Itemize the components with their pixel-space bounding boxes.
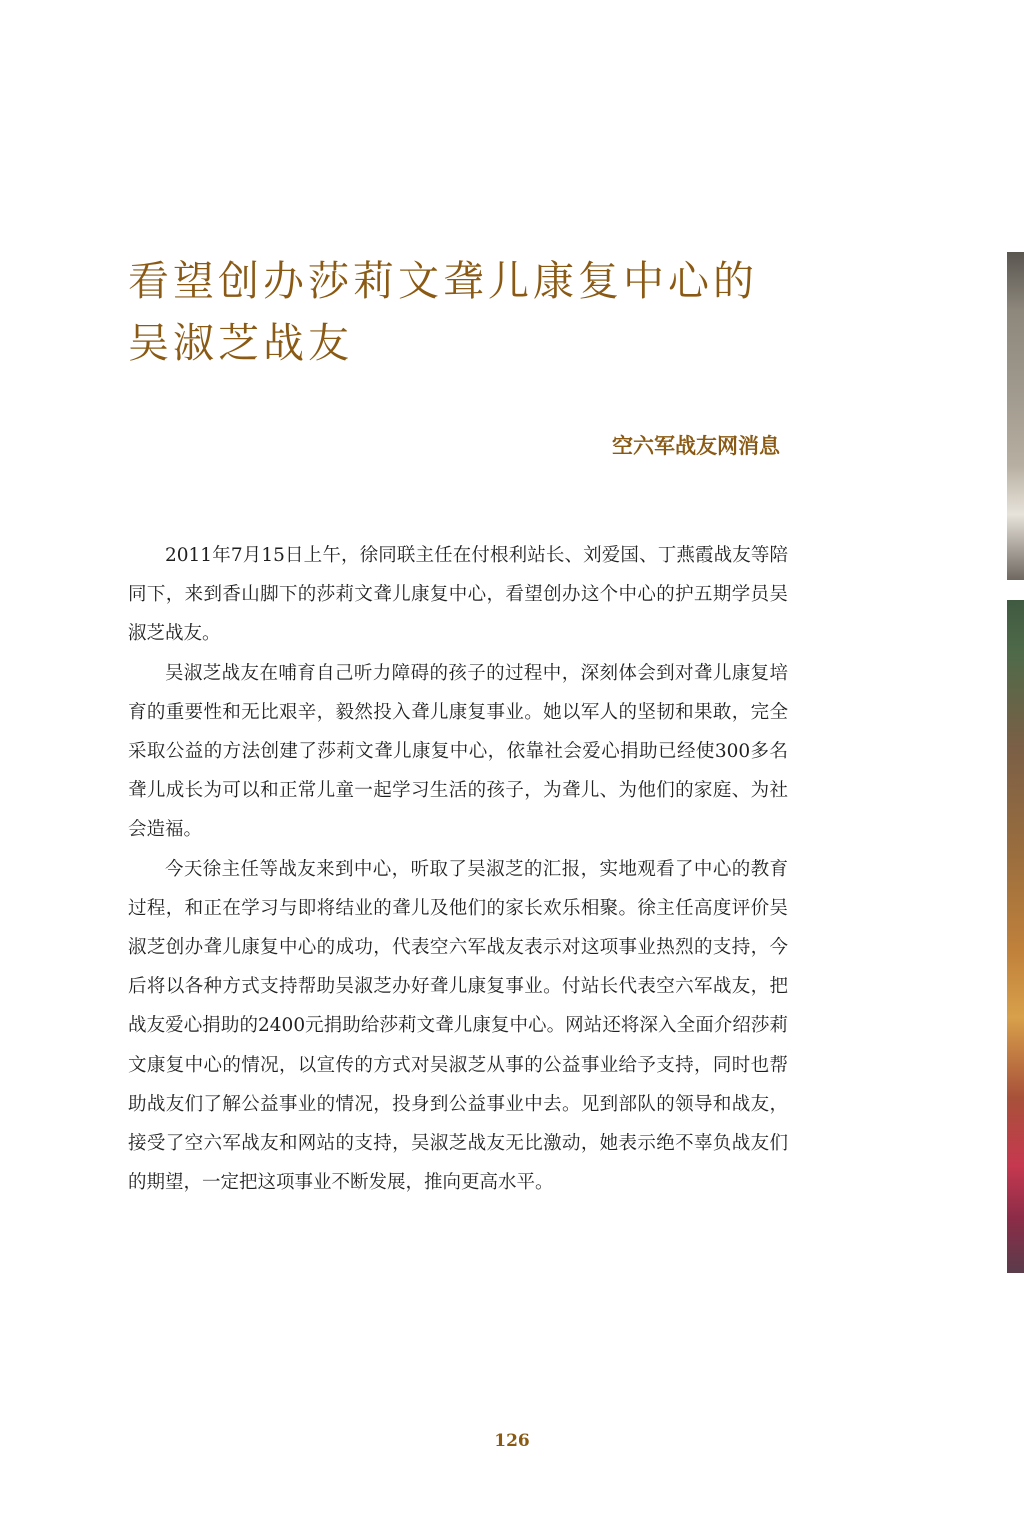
edge-photo-top xyxy=(1007,252,1024,580)
article-title-line-2: 吴淑芝战友 xyxy=(128,319,353,367)
article-title xyxy=(128,250,828,374)
page-number: 126 xyxy=(494,1431,530,1451)
article-body xyxy=(128,536,788,1202)
article-byline: 空六军战友网消息 xyxy=(612,433,780,458)
edge-photo-bottom xyxy=(1007,600,1024,1273)
paragraph-1: 2011年7月15日上午，徐同联主任在付根利站长、刘爱国、丁燕霞战友等陪同下，来到香山脚下的莎莉文聋儿康复中心，看望创办这个中心的护五期学员吴淑芝战友。 xyxy=(128,545,788,645)
article-title-line-1: 看望创办莎莉文聋儿康复中心的 xyxy=(128,257,758,305)
paragraph-2: 吴淑芝战友在哺育自己听力障碍的孩子的过程中，深刻体会到对聋儿康复培育的重要性和无比艰辛，毅然投入聋儿康复事业。她以军人的坚韧和果敢，完全采取公益的方法创建了莎莉文聋儿康复中心，依靠社会爱心捐助已经使300多名聋儿成长为可以和正常儿童一起学习生活的孩子，为聋儿、为他们的家庭、为社会造福。 xyxy=(128,662,788,841)
paragraph-3: 今天徐主任等战友来到中心，听取了吴淑芝的汇报，实地观看了中心的教育过程，和正在学习与即将结业的聋儿及他们的家长欢乐相聚。徐主任高度评价吴淑芝创办聋儿康复中心的成功，代表空六军战友表示对这项事业热烈的支持，今后将以各种方式支持帮助吴淑芝办好聋儿康复事业。付站长代表空六军战友，把战友爱心捐助的2400元捐助给莎莉文聋儿康复中心。网站还将深入全面介绍莎莉文康复中心的情况，以宣传的方式对吴淑芝从事的公益事业给予支持，同时也帮助战友们了解公益事业的情况，投身到公益事业中去。见到部队的领导和战友，接受了空六军战友和网站的支持，吴淑芝战友无比激动，她表示绝不辜负战友们的期望，一定把这项事业不断发展，推向更高水平。 xyxy=(128,858,788,1194)
